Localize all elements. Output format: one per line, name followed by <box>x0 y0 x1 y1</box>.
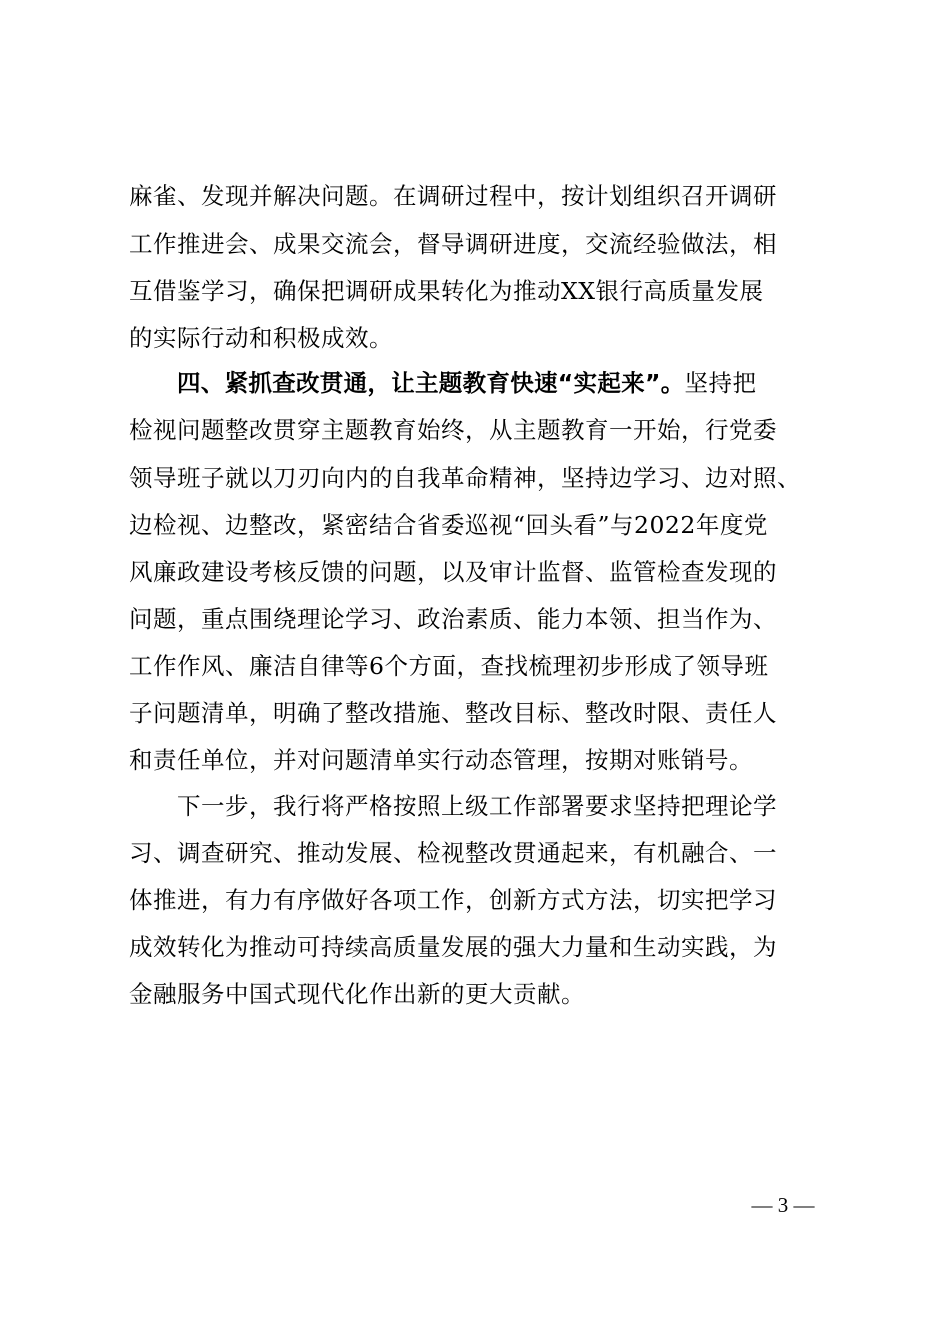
paragraph-1-line-1: 麻雀、发现并解决问题。在调研过程中，按计划组织召开调研 <box>129 182 777 210</box>
paragraph-2-line-9: 和责任单位，并对问题清单实行动态管理，按期对账销号。 <box>129 746 753 774</box>
paragraph-2-line-6: 问题，重点围绕理论学习、政治素质、能力本领、担当作为、 <box>129 605 777 633</box>
paragraph-2-line-7: 工作作风、廉洁自律等6个方面，查找梳理初步形成了领导班 <box>129 652 769 680</box>
section-heading: 四、紧抓查改贯通，让主题教育快速“实起来”。 <box>177 369 685 397</box>
paragraph-1-line-4: 的实际行动和积极成效。 <box>129 324 393 352</box>
paragraph-2-line-5: 风廉政建设考核反馈的问题，以及审计监督、监管检查发现的 <box>129 558 777 586</box>
paragraph-3-line-5: 金融服务中国式现代化作出新的更大贡献。 <box>129 980 585 1008</box>
paragraph-1-line-2: 工作推进会、成果交流会，督导调研进度，交流经验做法，相 <box>129 230 777 258</box>
paragraph-2-line-4: 边检视、边整改，紧密结合省委巡视“回头看”与2022年度党 <box>129 511 768 539</box>
paragraph-2-first-line-rest: 坚持把 <box>684 369 757 397</box>
paragraph-3-line-1: 下一步，我行将严格按照上级工作部署要求坚持把理论学 <box>177 792 777 820</box>
paragraph-2-line-2: 检视问题整改贯穿主题教育始终，从主题教育一开始，行党委 <box>129 416 777 444</box>
paragraph-3-line-3: 体推进，有力有序做好各项工作，创新方式方法，切实把学习 <box>129 886 777 914</box>
paragraph-2-line-3: 领导班子就以刀刃向内的自我革命精神，坚持边学习、边对照、 <box>129 464 801 492</box>
paragraph-2-line-8: 子问题清单，明确了整改措施、整改目标、整改时限、责任人 <box>129 699 777 727</box>
paragraph-2-first-line <box>177 363 757 403</box>
paragraph-3-line-2: 习、调查研究、推动发展、检视整改贯通起来，有机融合、一 <box>129 839 777 867</box>
page-number: — 3 — <box>751 1193 815 1217</box>
paragraph-1-line-3: 互借鉴学习，确保把调研成果转化为推动XX银行高质量发展 <box>129 277 764 305</box>
paragraph-3-line-4: 成效转化为推动可持续高质量发展的强大力量和生动实践，为 <box>129 933 777 961</box>
